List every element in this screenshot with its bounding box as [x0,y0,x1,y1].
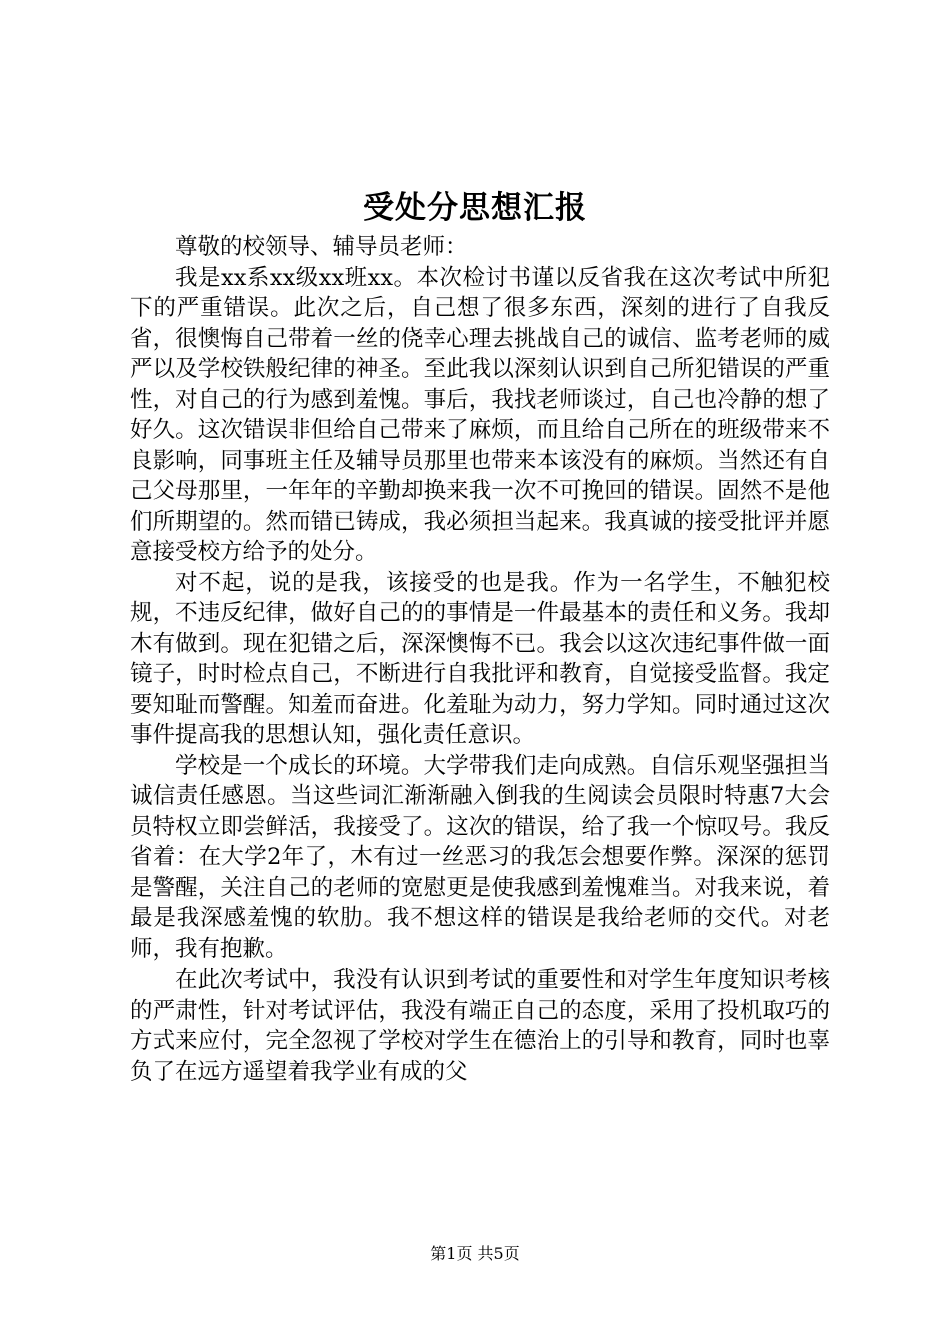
paragraph-2: 对不起，说的是我，该接受的也是我。作为一名学生，不触犯校规，不违反纪律，做好自己的的事情是一件最基本的责任和义务。我却木有做到。现在犯错之后，深深懊悔不已。我会以这次违纪事件做一面镜子，时时检点自己，不断进行自我批评和教育，自觉接受监督。我定要知耻而警醒。知羞而奋进。化羞耻为动力，努力学知。同时通过这次事件提高我的思想认知，强化责任意识。 [130,569,830,748]
paragraph-4: 在此次考试中，我没有认识到考试的重要性和对学生年度知识考核的严肃性，针对考试评估，我没有端正自己的态度，采用了投机取巧的方式来应付，完全忽视了学校对学生在德治上的引导和教育，同时也辜负了在远方遥望着我学业有成的父 [130,967,830,1085]
salutation: 尊敬的校领导、辅导员老师： [175,234,468,260]
page-footer: 第1页 共5页 [430,1244,520,1263]
paragraph-3: 学校是一个成长的环境。大学带我们走向成熟。自信乐观坚强担当诚信责任感恩。当这些词汇渐渐融入倒我的生阅读会员限时特惠7大会员特权立即尝鲜活，我接受了。这次的错误，给了我一个惊叹号。我反省着：在大学2年了，木有过一丝恶习的我怎会想要作弊。深深的惩罚是警醒，关注自己的老师的宽慰更是使我感到羞愧难当。对我来说，着最是我深感羞愧的软肋。我不想这样的错误是我给老师的交代。对老师，我有抱歉。 [130,752,830,962]
document-body [130,232,830,1087]
document-title: 受处分思想汇报 [363,190,587,226]
paragraph-1: 我是xx系xx级xx班xx。本次检讨书谨以反省我在这次考试中所犯下的严重错误。此次之后，自己想了很多东西，深刻的进行了自我反省，很懊悔自己带着一丝的侥幸心理去挑战自己的诚信、监考老师的威严以及学校铁般纪律的神圣。至此我以深刻认识到自己所犯错误的严重性，对自己的行为感到羞愧。事后，我找老师谈过，自己也冷静的想了好久。这次错误非但给自己带来了麻烦，而且给自己所在的班级带来不良影响，同事班主任及辅导员那里也带来本该没有的麻烦。当然还有自己父母那里，一年年的辛勤却换来我一次不可挽回的错误。固然不是他们所期望的。然而错已铸成，我必须担当起来。我真诚的接受批评并愿意接受校方给予的处分。 [130,264,830,565]
